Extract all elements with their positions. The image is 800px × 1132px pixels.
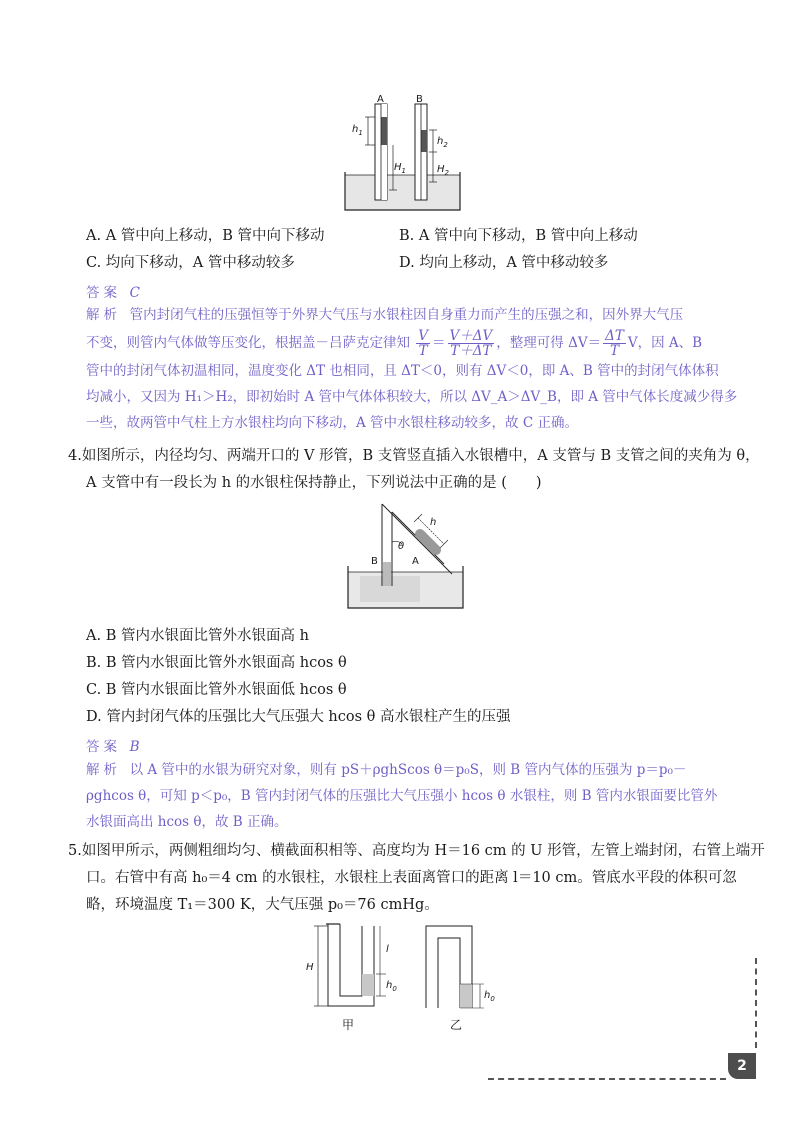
fig2-label-h: h [430, 517, 437, 528]
q4-option-a: A. B 管内水银面比管外水银面高 h [86, 628, 309, 644]
q4-answer: 答案 B [86, 739, 140, 755]
q3-explanation: 解析 管内封闭气柱的压强恒等于外界大气压与水银柱因自身重力而产生的压强之和，因外界大气压 不变，则管内气体做等压变化，根据盖－吕萨克定律知 $\frac{V}{T}$ ＝ $\frac{V+\Delta V}{T+\Delta T}$ ，整理可得 ΔV＝ $\frac{\Delta T}{T}$ V，因 A、B 管中的封闭气体初温相同，温度变化 ΔT 也相同，且 ΔT＜0，则有 ΔV＜0，即 A、B 管中的封闭气体体积 均减小，又因为 H₁＞H₂，即初始时 A 管中气体体积较大，所以 ΔV_A＞ΔV_B，即 A 管中气体长度减少得多 一些，故两管中气柱上方水银柱均向下移动，A 管中水银柱移动较多，故 C 正确。 [86, 307, 738, 431]
fig3-caption: 甲 [342, 1018, 355, 1032]
q3-option-b: B. A 管中向下移动，B 管中向上移动 [399, 228, 638, 244]
fig2-label-a: A [412, 556, 419, 567]
fig2-label-b: B [371, 556, 378, 567]
fig2-label-theta: θ [398, 541, 405, 552]
figure-u-tube-yi [422, 922, 512, 1014]
q3-option-a: A. A 管中向上移动，B 管中向下移动 [86, 228, 325, 244]
q3-option-d: D. 均向上移动，A 管中移动较多 [399, 255, 609, 271]
q3-option-c: C. 均向下移动，A 管中移动较多 [86, 255, 295, 271]
fig1-label-H2: $H_2$ [437, 164, 449, 177]
q3-answer: 答案 C [86, 285, 140, 301]
q5-stem: 5.如图甲所示，两侧粗细均匀、横截面积相等、高度均为 H＝16 cm 的 U 形管，左管上端封闭，右管上端开 口。右管中有高 h₀＝4 cm 的水银柱，水银柱上表面离管口的距离 l＝10 cm。管底水平段的体积可忽 略，环境温度 T₁＝300 K，大气压强 p₀＝76 cmHg。 [68, 843, 765, 913]
q4-explanation: 解析 以 A 管中的水银为研究对象，则有 pS＋ρghScos θ＝p₀S，则 B 管内气体的压强为 p＝p₀－ ρghcos θ，可知 p＜p₀，B 管内封闭气体的压强比大气压强小 hcos θ 水银柱，则 B 管内水银面要比管外 水银面高出 hcos θ，故 B 正确。 [86, 762, 718, 830]
q4-option-b: B. B 管内水银面比管外水银面高 hcos θ [86, 655, 347, 671]
q4-option-c: C. B 管内水银面比管外水银面低 hcos θ [86, 682, 347, 698]
fig3-label-h0: $h_0$ [386, 980, 397, 993]
fig1-label-h1: $h_1$ [352, 124, 363, 137]
q4-stem: 4.如图所示，内径均匀、两端开口的 V 形管，B 支管竖直插入水银槽中，A 支管与 B 支管之间的夹角为 θ， A 支管中有一段长为 h 的水银柱保持静止，下列说法中正确的是 ( ) [68, 448, 760, 491]
figure-v-tube [340, 500, 470, 612]
fig1-label-b: B [416, 94, 423, 105]
figure-two-tubes [335, 90, 475, 215]
q4-option-d: D. 管内封闭气体的压强比大气压强大 hcos θ 高水银柱产生的压强 [86, 709, 511, 725]
fig4-label-h0: $h_0$ [484, 990, 495, 1003]
page-number-badge [728, 1053, 756, 1079]
page-border-horizontal [488, 1078, 726, 1080]
fig3-label-l: l [386, 944, 389, 955]
fig4-caption: 乙 [450, 1018, 463, 1032]
fig1-label-a: A [377, 94, 384, 105]
fig3-label-H: H [306, 962, 314, 973]
page-number: 2 [737, 1058, 747, 1074]
page-border-vertical [755, 958, 757, 1048]
fig1-label-H1: $H_1$ [394, 162, 406, 175]
fig1-label-h2: $h_2$ [437, 136, 448, 149]
